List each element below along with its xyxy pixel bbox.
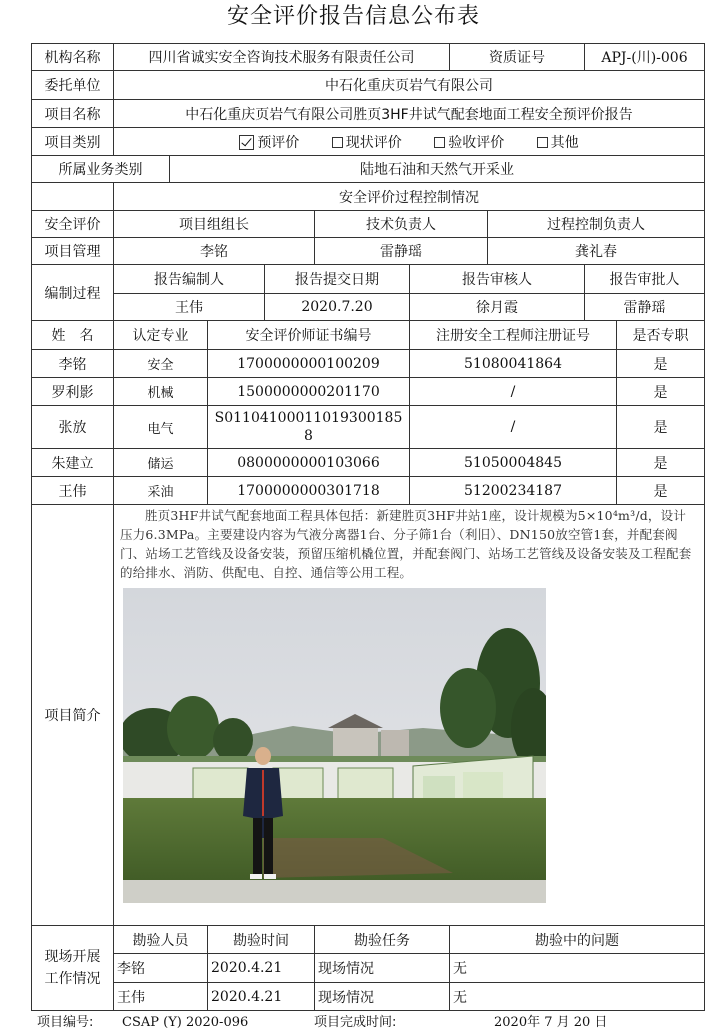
checkbox-icon[interactable] <box>434 137 445 148</box>
finish-label: 项目完成时间: <box>314 1015 397 1030</box>
compile-value: 王伟 <box>114 294 265 321</box>
survey-task: 现场情况 <box>315 983 450 1011</box>
staff-reg: / <box>410 406 617 449</box>
client-label: 委托单位 <box>32 71 114 100</box>
staff-name: 罗利影 <box>32 378 114 406</box>
staff-cert: S011041000110193001858 <box>208 406 410 449</box>
staff-header: 是否专职 <box>617 321 705 350</box>
survey-label: 现场开展 工作情况 <box>32 926 114 1011</box>
category-option-other[interactable]: 其他 <box>537 132 579 152</box>
section-blank <box>32 183 114 211</box>
staff-cert: 1700000000100209 <box>208 350 410 378</box>
table-row <box>32 350 705 378</box>
role-person: 李铭 <box>114 238 315 265</box>
staff-cert: 1700000000301718 <box>208 477 410 505</box>
staff-reg: 51200234187 <box>410 477 617 505</box>
checkbox-checked-icon[interactable] <box>239 135 254 150</box>
checkbox-icon[interactable] <box>332 137 343 148</box>
project-mgmt-label: 项目管理 <box>32 238 114 265</box>
staff-header: 安全评价师证书编号 <box>208 321 410 350</box>
staff-header: 认定专业 <box>114 321 208 350</box>
staff-fulltime: 是 <box>617 378 705 406</box>
info-table <box>31 43 705 1011</box>
staff-major: 机械 <box>114 378 208 406</box>
compile-header: 报告编制人 <box>114 265 265 294</box>
industry-value: 陆地石油和天然气开采业 <box>170 156 705 183</box>
table-row <box>32 378 705 406</box>
staff-major: 采油 <box>114 477 208 505</box>
staff-name: 李铭 <box>32 350 114 378</box>
staff-fulltime: 是 <box>617 477 705 505</box>
staff-major: 储运 <box>114 449 208 477</box>
intro-text: 胜页3HF井试气配套地面工程具体包括：新建胜页3HF井站1座，设计规模为5×10⁴m³/d，设计压力6.3MPa。主要建设内容为气液分离器1台、分子筛1台（利旧）、DN150放空管1套，并配套阀门、站场工艺管线及设备安装，预留压缩机橇位置，并配套阀门、站场工艺管线及设备安装及工程配套的给排水、消防、供配电、自控、通信等公用工程。 <box>120 508 692 580</box>
staff-cert: 1500000000201170 <box>208 378 410 406</box>
compile-value: 2020.7.20 <box>265 294 410 321</box>
staff-fulltime: 是 <box>617 350 705 378</box>
role-person: 雷静瑶 <box>315 238 488 265</box>
table-row <box>32 983 705 1011</box>
compile-header: 报告提交日期 <box>265 265 410 294</box>
survey-person: 李铭 <box>114 954 208 983</box>
cert-label: 资质证号 <box>450 44 585 71</box>
industry-label: 所属业务类别 <box>32 156 170 183</box>
survey-issue: 无 <box>450 983 705 1011</box>
table-row <box>32 449 705 477</box>
category-option-acceptance[interactable]: 验收评价 <box>434 132 504 152</box>
staff-reg: 51050004845 <box>410 449 617 477</box>
safety-eval-label: 安全评价 <box>32 211 114 238</box>
site-photo <box>123 588 546 903</box>
staff-major: 电气 <box>114 406 208 449</box>
role-header: 项目组组长 <box>114 211 315 238</box>
cert-value: APJ-(川)-006 <box>585 44 705 71</box>
staff-cert: 0800000000103066 <box>208 449 410 477</box>
survey-header: 勘验人员 <box>114 926 208 954</box>
compile-header: 报告审核人 <box>410 265 585 294</box>
survey-header: 勘验中的问题 <box>450 926 705 954</box>
table-row <box>32 406 705 449</box>
category-option-status[interactable]: 现状评价 <box>332 132 402 152</box>
staff-fulltime: 是 <box>617 406 705 449</box>
table-row <box>32 477 705 505</box>
compile-header: 报告审批人 <box>585 265 705 294</box>
staff-name: 朱建立 <box>32 449 114 477</box>
role-header: 技术负责人 <box>315 211 488 238</box>
survey-header: 勘验时间 <box>208 926 315 954</box>
staff-major: 安全 <box>114 350 208 378</box>
finish-date: 2020年 7 月 20 日 <box>494 1015 608 1030</box>
intro-label: 项目简介 <box>32 505 114 926</box>
survey-person: 王伟 <box>114 983 208 1011</box>
staff-header: 姓 名 <box>32 321 114 350</box>
category-label: 项目类别 <box>32 128 114 156</box>
staff-reg: 51080041864 <box>410 350 617 378</box>
survey-header: 勘验任务 <box>315 926 450 954</box>
role-person: 龚礼春 <box>488 238 705 265</box>
role-header: 过程控制负责人 <box>488 211 705 238</box>
checkbox-icon[interactable] <box>537 137 548 148</box>
survey-date: 2020.4.21 <box>208 954 315 983</box>
staff-header: 注册安全工程师注册证号 <box>410 321 617 350</box>
org-value: 四川省诚实安全咨询技术服务有限责任公司 <box>114 44 450 71</box>
project-no: CSAP (Y) 2020-096 <box>122 1015 249 1030</box>
table-row <box>32 954 705 983</box>
category-option-pre[interactable]: 预评价 <box>239 132 299 152</box>
intro-content <box>114 505 705 926</box>
staff-name: 张放 <box>32 406 114 449</box>
survey-date: 2020.4.21 <box>208 983 315 1011</box>
survey-issue: 无 <box>450 954 705 983</box>
project-no-label: 项目编号: <box>37 1015 94 1030</box>
compile-value: 徐月霞 <box>410 294 585 321</box>
org-label: 机构名称 <box>32 44 114 71</box>
staff-fulltime: 是 <box>617 449 705 477</box>
staff-reg: / <box>410 378 617 406</box>
staff-name: 王伟 <box>32 477 114 505</box>
category-options <box>114 128 705 156</box>
project-value: 中石化重庆页岩气有限公司胜页3HF井试气配套地面工程安全预评价报告 <box>114 100 705 128</box>
page-title: 安全评价报告信息公布表 <box>226 4 480 29</box>
project-label: 项目名称 <box>32 100 114 128</box>
section-title: 安全评价过程控制情况 <box>114 183 705 211</box>
compile-value: 雷静瑶 <box>585 294 705 321</box>
survey-task: 现场情况 <box>315 954 450 983</box>
compile-label: 编制过程 <box>32 265 114 321</box>
client-value: 中石化重庆页岩气有限公司 <box>114 71 705 100</box>
